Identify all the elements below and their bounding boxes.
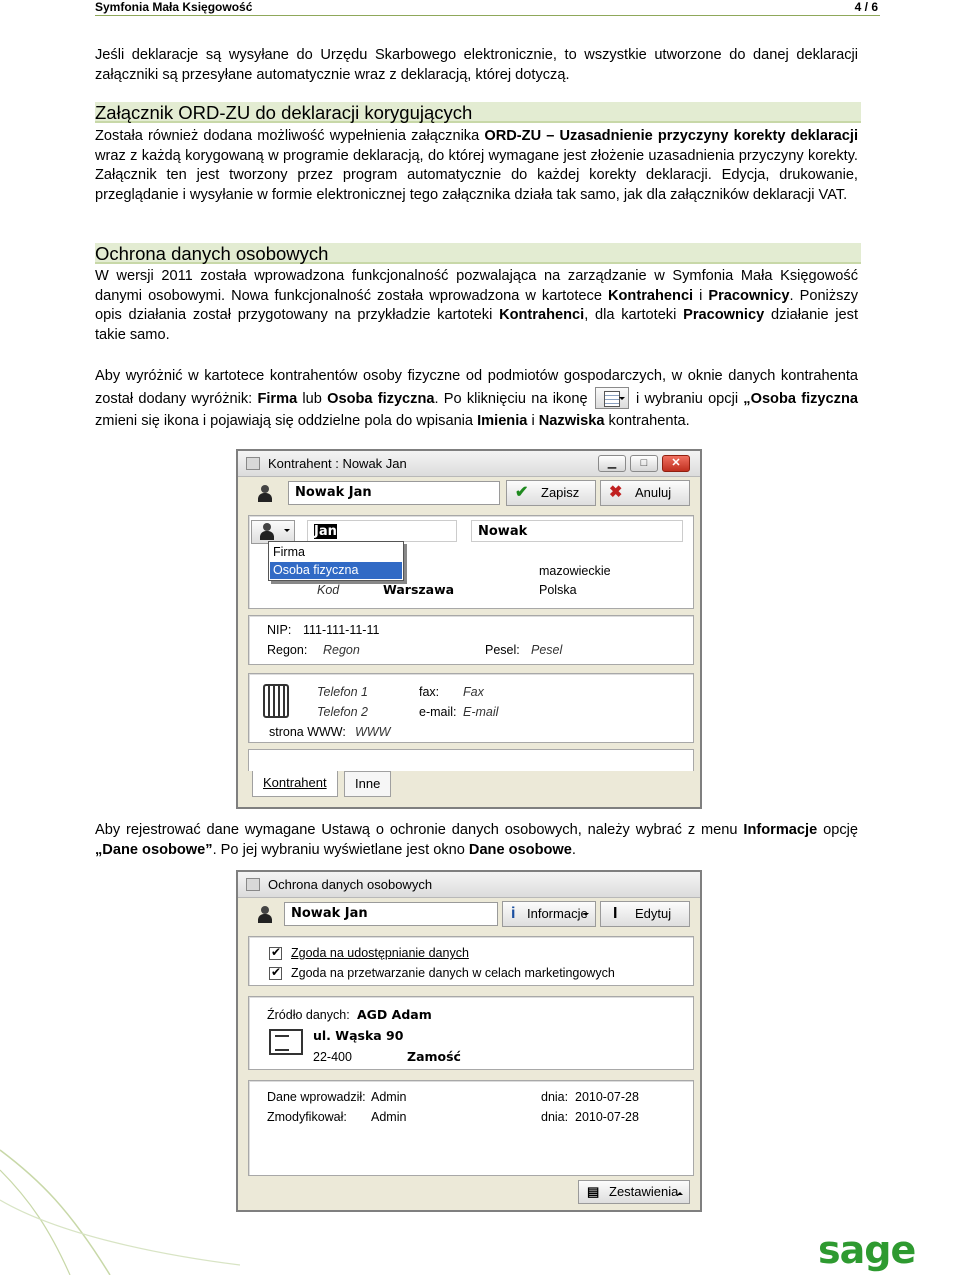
sage-logo: sage bbox=[818, 1228, 916, 1272]
phone1-field[interactable]: Telefon 1 bbox=[317, 685, 368, 699]
person-icon bbox=[256, 485, 274, 503]
text-span: W wersji 2011 została wprowadzona funkcjonalność pozwalająca na zarządzanie w Symfonia Mała Księgowość danymi osobowymi. Nowa funkcjonalność została wprowadzona w kartotece bbox=[95, 268, 858, 304]
bold-term: „Dane osobowe” bbox=[95, 841, 213, 858]
text-span: Aby wyróżnić w kartotece kontrahentów osoby fizyczne od podmiotów gospodarczych, w oknie danych kontrahenta został dodany wyróżnik: bbox=[95, 368, 858, 407]
bold-term: „Osoba fizyczna bbox=[743, 391, 858, 407]
maximize-icon: □ bbox=[640, 457, 648, 469]
data-source-panel bbox=[248, 996, 694, 1070]
bold-term: Nazwiska bbox=[538, 413, 605, 429]
source-value: AGD Adam bbox=[357, 1007, 432, 1022]
section-heading-personal-data: Ochrona danych osobowych bbox=[95, 243, 861, 264]
decorative-swoosh bbox=[0, 1140, 240, 1275]
region-field[interactable]: mazowieckie bbox=[539, 564, 611, 578]
close-icon: ✕ bbox=[671, 457, 681, 469]
text-span: , dla kartoteki bbox=[584, 307, 684, 324]
consent-sharing-label bbox=[291, 945, 469, 961]
contractor-name-field[interactable]: Nowak Jan bbox=[288, 481, 500, 505]
text-span: . bbox=[571, 841, 576, 858]
ord-zu-paragraph bbox=[95, 127, 858, 205]
bold-term: Kontrahenci bbox=[499, 307, 585, 324]
personal-data-paragraph bbox=[95, 267, 858, 345]
data-protection-window bbox=[236, 870, 702, 1212]
bold-term: Pracownicy bbox=[708, 287, 790, 304]
contractor-type-icon bbox=[595, 387, 629, 409]
email-label: e-mail: bbox=[419, 705, 457, 719]
modified-by-label: Zmodyfikował: bbox=[267, 1110, 347, 1124]
intro-paragraph: Jeśli deklaracje są wysyłane do Urzędu Skarbowego elektronicznie, to wszystkie utworzone do danej deklaracji załączniki są przesyłane automatycznie wraz z deklaracją, której dotyczą. bbox=[95, 47, 858, 83]
dropdown-item-osoba-fizyczna[interactable]: Osoba fizyczna bbox=[270, 562, 402, 579]
window-icon bbox=[246, 457, 260, 470]
phone2-field[interactable]: Telefon 2 bbox=[317, 705, 368, 719]
modified-date-value: 2010-07-28 bbox=[575, 1110, 639, 1124]
person-icon bbox=[256, 906, 274, 924]
text-span: . Po kliknięciu na ikonę bbox=[434, 391, 593, 407]
edit-button[interactable] bbox=[600, 901, 690, 927]
dropdown-arrow-icon bbox=[284, 529, 290, 535]
text-span: i bbox=[693, 287, 709, 304]
bold-term: Firma bbox=[257, 391, 298, 407]
window-icon bbox=[246, 878, 260, 891]
tab-label: Kontrahent bbox=[263, 775, 327, 790]
bold-term: Pracownicy bbox=[683, 307, 765, 324]
minimize-button[interactable] bbox=[598, 455, 626, 472]
cancel-button[interactable] bbox=[600, 480, 690, 506]
entered-date-value: 2010-07-28 bbox=[575, 1090, 639, 1104]
information-label: Informacje bbox=[527, 906, 588, 921]
tab-inne[interactable] bbox=[344, 771, 391, 797]
source-label: Źródło danych: bbox=[267, 1008, 350, 1022]
text-cursor-icon: I bbox=[613, 905, 618, 922]
text-span: Została również dodana możliwość wypełnienia załącznika bbox=[95, 128, 485, 144]
contractor-type-dropdown bbox=[268, 541, 404, 581]
text-span: zmieni się ikona i pojawiają się oddzielne pola do wpisania bbox=[95, 413, 478, 429]
personal-data-menu-paragraph bbox=[95, 821, 858, 860]
www-label: strona WWW: bbox=[269, 725, 346, 739]
text-span: Aby rejestrować dane wymagane Ustawą o ochronie danych osobowych, należy wybrać z menu bbox=[95, 822, 744, 838]
source-zip: 22-400 bbox=[313, 1050, 352, 1064]
regon-field[interactable]: Regon bbox=[323, 643, 360, 657]
entered-date-label: dnia: bbox=[541, 1090, 569, 1104]
tab-kontrahent[interactable] bbox=[252, 771, 338, 797]
email-field[interactable]: E-mail bbox=[463, 705, 499, 719]
text-span: działanie jest takie samo. bbox=[95, 307, 858, 343]
city-field[interactable]: Warszawa bbox=[383, 582, 455, 597]
text-span: kontrahenta. bbox=[604, 413, 690, 429]
window-title: Ochrona danych osobowych bbox=[268, 877, 433, 892]
distinguish-paragraph bbox=[95, 365, 858, 432]
checkmark-icon: ✔ bbox=[515, 484, 529, 501]
text-span: wraz z każdą korygowaną w programie deklaracją, do której wymagane jest złożenie uzasadnienia przyczyny korekty. Załącznik ten jest tworzony przez program automatycznie do każdej korekty deklaracji. Edycja, drukowanie, przeglądanie i wysyłanie w formie elektronicznej tego załącznika działa tak samo, jak dla załączników deklaracji VAT. bbox=[95, 147, 858, 203]
pesel-label: Pesel: bbox=[485, 643, 520, 657]
save-label: Zapisz bbox=[541, 485, 580, 500]
header-title: Symfonia Mała Księgowość bbox=[95, 0, 253, 14]
text-span: i wybraniu opcji bbox=[630, 391, 744, 407]
modified-date-label: dnia: bbox=[541, 1110, 569, 1124]
consent-sharing-checkbox[interactable] bbox=[269, 947, 282, 960]
nip-field[interactable]: 111-111-11-11 bbox=[303, 623, 380, 637]
cancel-label: Anuluj bbox=[635, 485, 672, 500]
country-field[interactable]: Polska bbox=[539, 583, 577, 597]
first-name-value: Jan bbox=[314, 524, 337, 539]
bold-term: Osoba fizyczna bbox=[327, 391, 435, 407]
report-icon: ▤ bbox=[587, 1184, 600, 1199]
source-street: ul. Wąska 90 bbox=[313, 1028, 404, 1043]
consents-panel bbox=[248, 936, 694, 986]
data-protection-titlebar bbox=[238, 872, 700, 898]
bold-term: ORD-ZU – Uzasadnienie przyczyny korekty deklaracji bbox=[484, 128, 858, 144]
page-header bbox=[95, 0, 880, 16]
dropdown-item-firma[interactable]: Firma bbox=[273, 545, 305, 559]
pesel-field[interactable]: Pesel bbox=[531, 643, 563, 657]
close-button[interactable] bbox=[662, 455, 690, 472]
reports-button[interactable] bbox=[578, 1180, 690, 1204]
identifiers-panel bbox=[248, 615, 694, 665]
person-icon bbox=[258, 523, 276, 541]
dropdown-arrow-icon bbox=[583, 913, 589, 919]
info-icon: i bbox=[511, 905, 516, 922]
envelope-icon bbox=[269, 1029, 303, 1055]
entered-by-value: Admin bbox=[371, 1090, 407, 1104]
contractor-titlebar bbox=[238, 451, 700, 477]
bold-term: Dane osobowe bbox=[468, 841, 572, 858]
phone-icon bbox=[263, 684, 289, 718]
person-name-field[interactable]: Nowak Jan bbox=[284, 902, 498, 926]
modified-by-value: Admin bbox=[371, 1110, 407, 1124]
maximize-button[interactable] bbox=[630, 455, 658, 472]
www-field[interactable]: WWW bbox=[355, 725, 391, 739]
audit-panel bbox=[248, 1080, 694, 1176]
tab-label: Inne bbox=[355, 776, 381, 791]
dropup-arrow-icon bbox=[677, 1189, 683, 1195]
nip-label: NIP: bbox=[267, 623, 292, 637]
window-title: Kontrahent : Nowak Jan bbox=[268, 456, 407, 471]
bold-term: Informacje bbox=[743, 822, 818, 838]
text-span: . Po jej wybraniu wyświetlane jest okno bbox=[212, 841, 469, 858]
postal-code-field[interactable]: Kod bbox=[317, 583, 340, 597]
bold-term: Kontrahenci bbox=[607, 287, 694, 304]
information-menu-button[interactable] bbox=[502, 901, 596, 927]
save-button[interactable] bbox=[506, 480, 596, 506]
text-span: opcję bbox=[817, 822, 858, 838]
section-heading-ord-zu: Załącznik ORD-ZU do deklaracji korygujących bbox=[95, 102, 861, 123]
fax-field[interactable]: Fax bbox=[463, 685, 484, 699]
consent-marketing-checkbox[interactable] bbox=[269, 967, 282, 980]
minimize-icon: ▁ bbox=[607, 457, 617, 469]
contractor-window bbox=[236, 449, 702, 809]
text-span: lub bbox=[297, 391, 328, 407]
first-name-field[interactable] bbox=[307, 520, 457, 542]
reports-label: Zestawienia bbox=[609, 1184, 679, 1199]
fax-label: fax: bbox=[419, 685, 440, 699]
entered-by-label: Dane wprowadził: bbox=[267, 1090, 366, 1104]
text-span: i bbox=[527, 413, 539, 429]
text-span: . Poniższy opis działania został przygotowany na przykładzie kartoteki bbox=[95, 287, 858, 324]
edit-label: Edytuj bbox=[635, 906, 672, 921]
last-name-field[interactable]: Nowak bbox=[471, 520, 683, 542]
page-number: 4 / 6 bbox=[854, 0, 878, 14]
regon-label: Regon: bbox=[267, 643, 308, 657]
consent-marketing-label: Zgoda na przetwarzanie danych w celach marketingowych bbox=[291, 966, 615, 980]
contact-panel bbox=[248, 673, 694, 743]
bold-term: Imienia bbox=[477, 413, 528, 429]
tab-content-area bbox=[248, 749, 694, 771]
label-text: Zgoda na udostępnianie danych bbox=[291, 946, 469, 960]
x-icon: ✖ bbox=[609, 484, 623, 501]
source-city: Zamość bbox=[407, 1049, 461, 1064]
